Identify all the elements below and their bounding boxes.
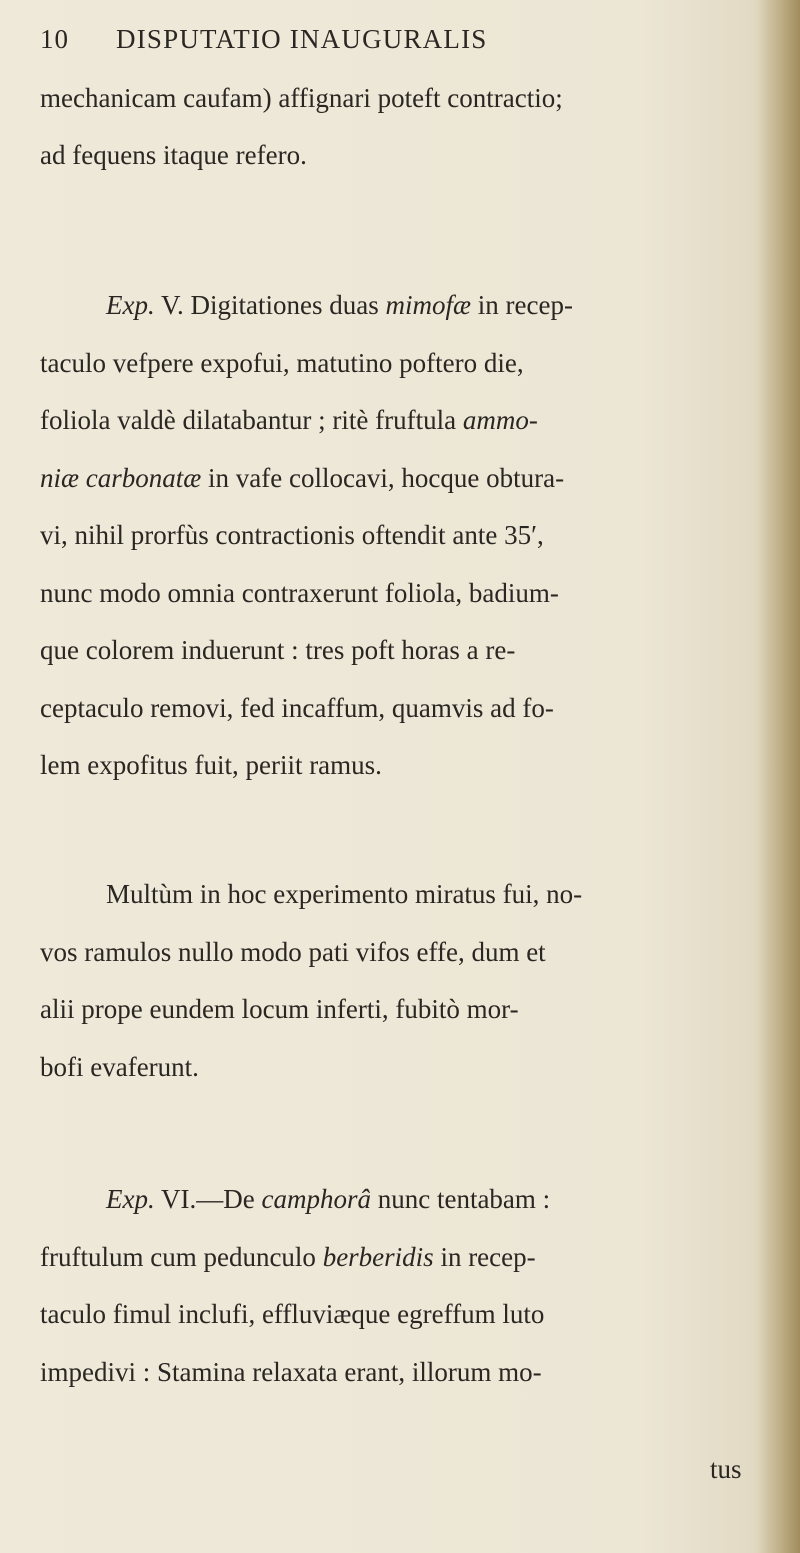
catchword: tus	[710, 1454, 742, 1484]
text-line: Exp. V. Digitationes duas mimofæ in recep-	[106, 290, 573, 320]
text-line: bofi evaferunt.	[40, 1052, 199, 1082]
text-line: vos ramulos nullo modo pati vifos effe, dum et	[40, 937, 546, 967]
page-number: 10	[40, 24, 69, 54]
text-line: fruftulum cum pedunculo berberidis in recep-	[40, 1242, 536, 1272]
text-line: taculo vefpere expofui, matutino poftero die,	[40, 348, 524, 378]
running-head-title: DISPUTATIO INAUGURALIS	[116, 24, 488, 54]
text-line: lem expofitus fuit, periit ramus.	[40, 750, 382, 780]
text-line: mechanicam caufam) affignari poteft contractio;	[40, 83, 563, 113]
text-line: ceptaculo removi, fed incaffum, quamvis ad fo-	[40, 693, 554, 723]
text-line: impedivi : Stamina relaxata erant, illorum mo-	[40, 1357, 542, 1387]
text-line: taculo fimul inclufi, effluviæque egreffum luto	[40, 1299, 545, 1329]
text-line: que colorem induerunt : tres poft horas a re-	[40, 635, 516, 665]
text-line: nunc modo omnia contraxerunt foliola, badium-	[40, 578, 559, 608]
text-line: ad fequens itaque refero.	[40, 140, 307, 170]
text-line: Exp. VI.—De camphorâ nunc tentabam :	[106, 1184, 551, 1214]
text-line: niæ carbonatæ in vafe collocavi, hocque obtura-	[40, 463, 565, 493]
text-line: Multùm in hoc experimento miratus fui, no-	[106, 879, 583, 909]
text-line: foliola valdè dilatabantur ; ritè fruftula ammo-	[40, 405, 538, 435]
page-edge-shadow	[758, 0, 800, 1553]
running-header	[40, 18, 720, 58]
text-line: vi, nihil prorfùs contractionis oftendit ante 35′,	[40, 520, 544, 550]
text-line: alii prope eundem locum inferti, fubitò mor-	[40, 994, 519, 1024]
